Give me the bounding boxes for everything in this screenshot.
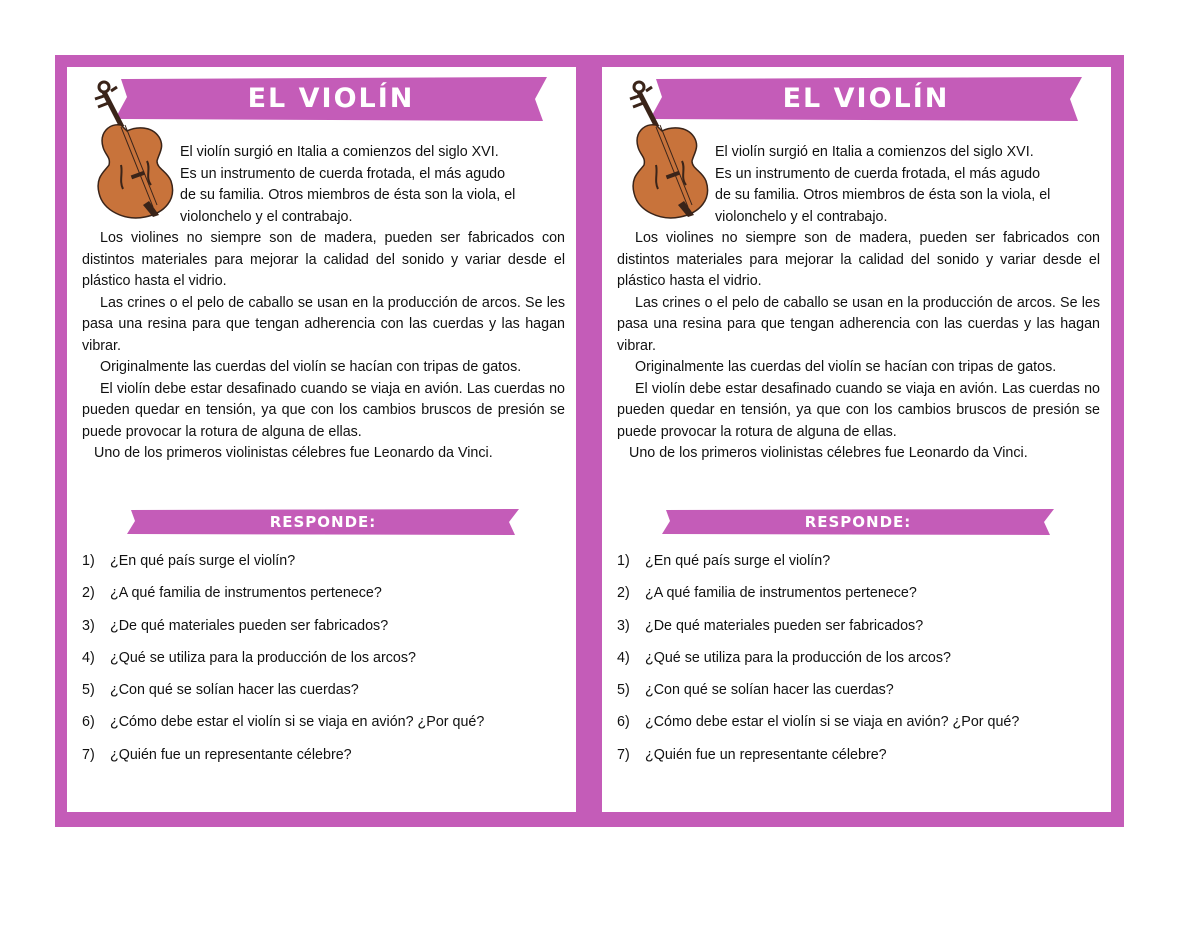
question-item: [82, 550, 567, 582]
violin-icon: [87, 77, 177, 225]
body-text: [82, 228, 565, 465]
paragraph: Originalmente las cuerdas del violín se hacían con tripas de gatos.: [635, 359, 1057, 375]
intro-line: El violín surgió en Italia a comienzos del siglo XVI.: [715, 144, 1034, 160]
paragraph: Uno de los primeros violinistas célebres fue Leonardo da Vinci.: [629, 445, 1028, 461]
question-item: [82, 582, 567, 614]
paragraph: El violín debe estar desafinado cuando se viaja en avión. Las cuerdas no pueden quedar en tensión, ya que con los cambios bruscos de presión se puede provocar la rotura de alguna de ellas.: [82, 380, 565, 440]
question-text: ¿Con qué se solían hacer las cuerdas?: [110, 682, 359, 699]
question-item: [617, 615, 1102, 647]
question-number: 6): [617, 714, 630, 731]
question-number: 5): [617, 682, 630, 699]
paragraph: Los violines no siempre son de madera, pueden ser fabricados con distintos materiales para mejorar la calidad del sonido y variar desde el plástico hasta el vidrio.: [82, 230, 565, 289]
question-item: [617, 647, 1102, 679]
question-item: [82, 711, 567, 743]
question-number: 7): [82, 746, 95, 763]
question-number: 4): [617, 649, 630, 666]
reading-card-left: [67, 67, 576, 812]
question-text: ¿Cómo debe estar el violín si se viaja en avión? ¿Por qué?: [645, 714, 1020, 731]
intro-line: Es un instrumento de cuerda frotada, el más agudo: [715, 165, 1041, 182]
question-text: ¿En qué país surge el violín?: [645, 553, 831, 569]
card-title: EL VIOLÍN: [247, 83, 415, 114]
intro-text: [180, 142, 560, 228]
question-item: [82, 615, 567, 647]
responde-label: RESPONDE:: [269, 513, 377, 531]
question-text: ¿A qué familia de instrumentos pertenece?: [110, 585, 382, 602]
paragraph: Los violines no siempre son de madera, pueden ser fabricados con distintos materiales para mejorar la calidad del sonido y variar desde el plástico hasta el vidrio.: [617, 230, 1100, 289]
intro-line: violonchelo y el contrabajo.: [715, 208, 888, 225]
question-item: [82, 679, 567, 711]
question-text: ¿A qué familia de instrumentos pertenece?: [645, 585, 917, 602]
paragraph: Uno de los primeros violinistas célebres fue Leonardo da Vinci.: [94, 445, 493, 461]
question-number: 4): [82, 649, 95, 666]
question-number: 6): [82, 714, 95, 731]
question-text: ¿De qué materiales pueden ser fabricados?: [110, 617, 389, 634]
question-item: [617, 679, 1102, 711]
question-item: [82, 744, 567, 776]
question-item: [617, 582, 1102, 614]
question-number: 7): [617, 746, 630, 763]
question-item: [617, 711, 1102, 743]
question-item: [617, 744, 1102, 776]
paragraph: Originalmente las cuerdas del violín se hacían con tripas de gatos.: [100, 359, 522, 375]
title-banner: [115, 77, 547, 121]
question-number: 2): [82, 585, 95, 602]
body-text: [617, 228, 1100, 465]
question-text: ¿Qué se utiliza para la producción de los arcos?: [645, 649, 951, 666]
violin-icon: [622, 77, 712, 225]
question-item: [82, 647, 567, 679]
intro-line: de su familia. Otros miembros de ésta son la viola, el: [715, 187, 1051, 203]
intro-line: Es un instrumento de cuerda frotada, el más agudo: [180, 165, 506, 182]
intro-text: [715, 142, 1095, 228]
question-number: 3): [617, 617, 630, 634]
intro-line: violonchelo y el contrabajo.: [180, 208, 353, 225]
question-text: ¿Qué se utiliza para la producción de los arcos?: [110, 649, 416, 666]
paragraph: Las crines o el pelo de caballo se usan en la producción de arcos. Se les pasa una resina para que tengan adherencia con las cuerdas y las hagan vibrar.: [617, 294, 1100, 354]
question-list: [617, 550, 1102, 776]
question-number: 1): [617, 553, 630, 569]
question-number: 5): [82, 682, 95, 699]
responde-banner: [662, 509, 1054, 535]
question-text: ¿De qué materiales pueden ser fabricados?: [645, 617, 924, 634]
responde-banner: [127, 509, 519, 535]
question-list: [82, 550, 567, 776]
question-number: 2): [617, 585, 630, 602]
intro-line: de su familia. Otros miembros de ésta son la viola, el: [180, 187, 516, 203]
question-item: [617, 550, 1102, 582]
question-text: ¿Quién fue un representante célebre?: [645, 746, 887, 763]
question-text: ¿Con qué se solían hacer las cuerdas?: [645, 682, 894, 699]
question-number: 1): [82, 553, 95, 569]
title-banner: [650, 77, 1082, 121]
reading-card-right: [602, 67, 1111, 812]
question-text: ¿Quién fue un representante célebre?: [110, 746, 352, 763]
paragraph: El violín debe estar desafinado cuando se viaja en avión. Las cuerdas no pueden quedar en tensión, ya que con los cambios bruscos de presión se puede provocar la rotura de alguna de ellas.: [617, 380, 1100, 440]
question-text: ¿En qué país surge el violín?: [110, 553, 296, 569]
intro-line: El violín surgió en Italia a comienzos del siglo XVI.: [180, 144, 499, 160]
question-text: ¿Cómo debe estar el violín si se viaja en avión? ¿Por qué?: [110, 714, 485, 731]
paragraph: Las crines o el pelo de caballo se usan en la producción de arcos. Se les pasa una resina para que tengan adherencia con las cuerdas y las hagan vibrar.: [82, 294, 565, 354]
responde-label: RESPONDE:: [804, 513, 912, 531]
question-number: 3): [82, 617, 95, 634]
card-title: EL VIOLÍN: [782, 83, 950, 114]
worksheet-frame: [55, 55, 1124, 827]
